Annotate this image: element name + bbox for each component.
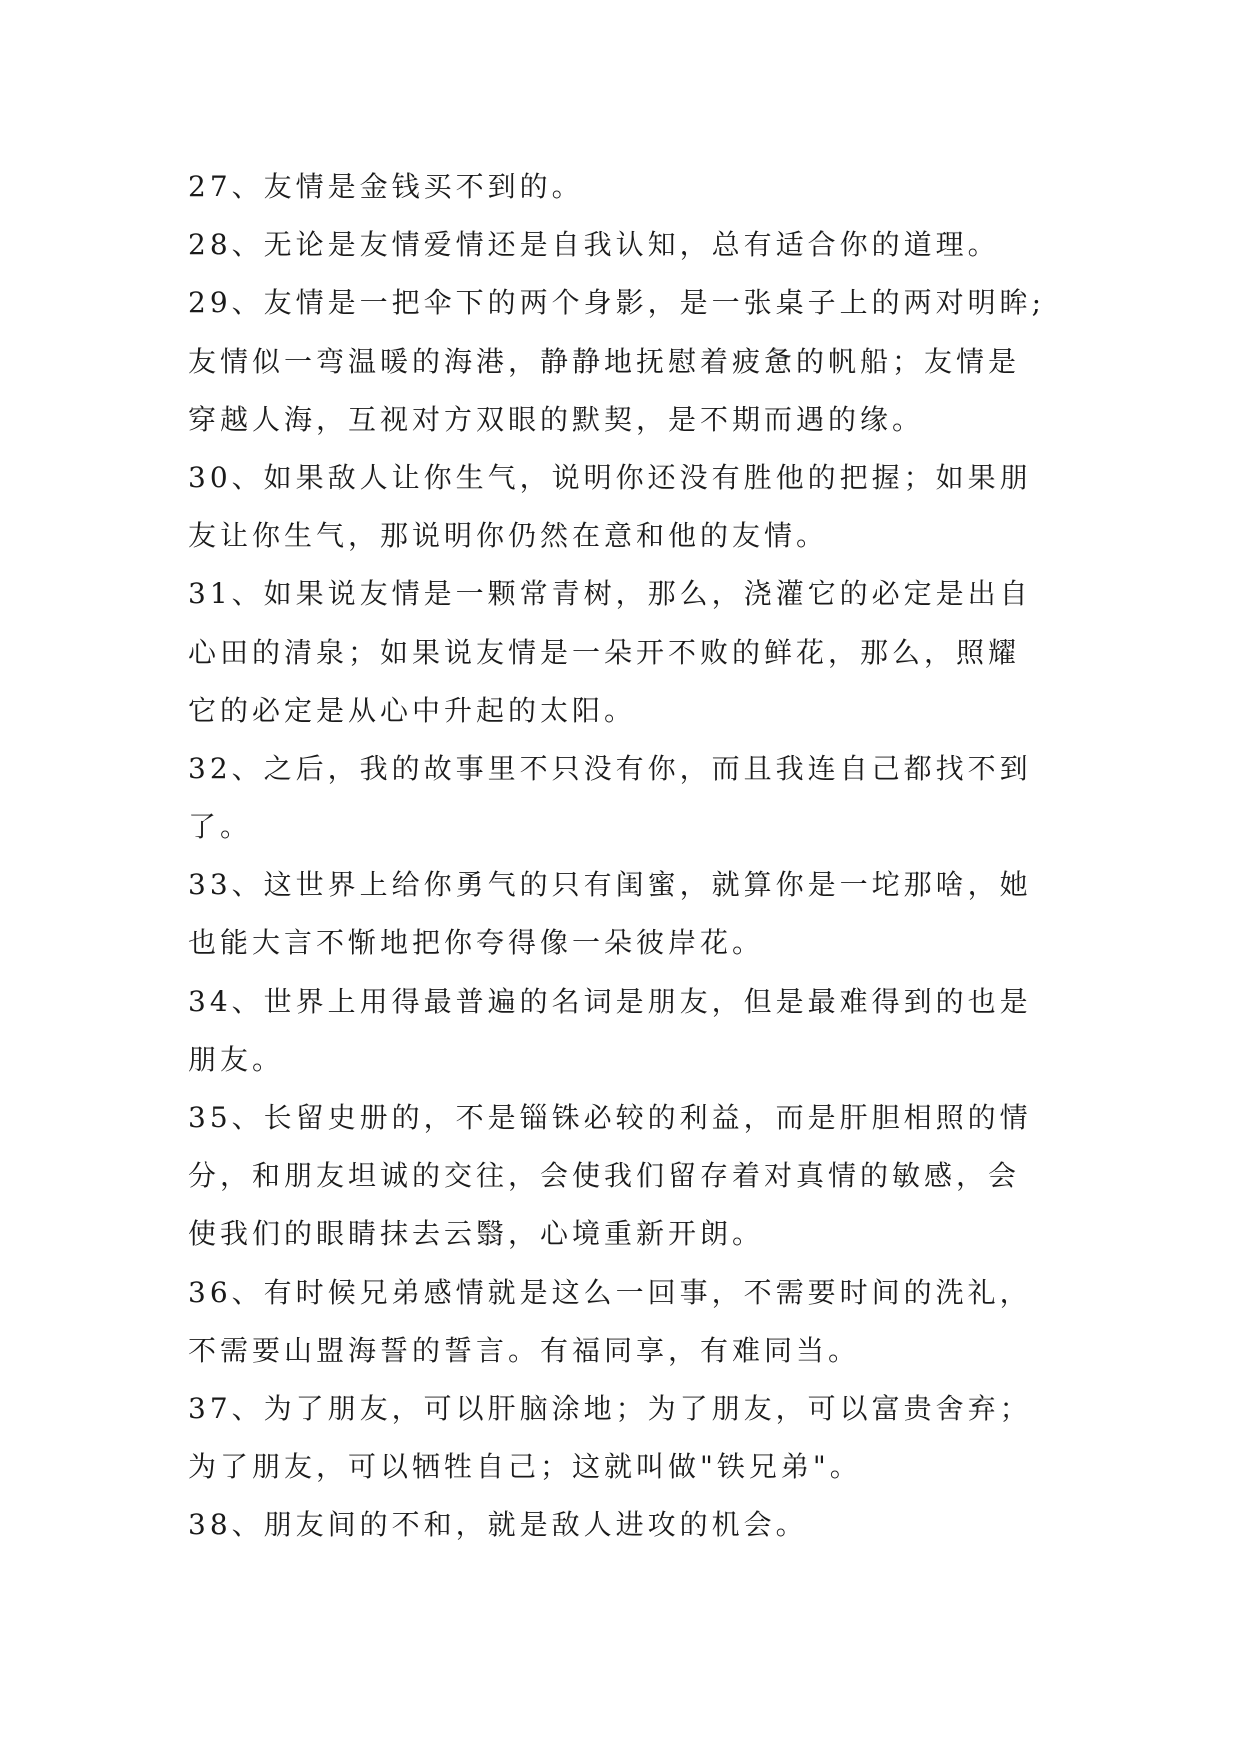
text-line: 28、无论是友情爱情还是自我认知，总有适合你的道理。 — [188, 228, 1000, 262]
text-line: 31、如果说友情是一颗常青树，那么，浇灌它的必定是出自 — [188, 577, 1032, 611]
text-line: 穿越人海，互视对方双眼的默契，是不期而遇的缘。 — [188, 402, 925, 436]
text-line: 32、之后，我的故事里不只没有你，而且我连自己都找不到 — [188, 751, 1032, 785]
document-body — [188, 158, 1054, 1555]
text-line: 心田的清泉；如果说友情是一朵开不败的鲜花，那么，照耀 — [188, 635, 1021, 669]
text-line: 了。 — [188, 810, 253, 844]
text-line: 34、世界上用得最普遍的名词是朋友，但是最难得到的也是 — [188, 984, 1032, 1018]
text-line: 不需要山盟海誓的誓言。有福同享，有难同当。 — [188, 1333, 861, 1367]
text-line: 27、友情是金钱买不到的。 — [188, 170, 584, 203]
text-line: 37、为了朋友，可以肝脑涂地；为了朋友，可以富贵舍弃； — [188, 1391, 1032, 1425]
text-line: 30、如果敌人让你生气，说明你还没有胜他的把握；如果朋 — [188, 460, 1032, 494]
text-line: 33、这世界上给你勇气的只有闺蜜，就算你是一坨那啥，她 — [188, 868, 1032, 902]
text-line: 为了朋友，可以牺牲自己；这就叫做"铁兄弟"。 — [188, 1450, 862, 1484]
text-line: 38、朋友间的不和，就是敌人进攻的机会。 — [188, 1508, 808, 1542]
text-line: 它的必定是从心中升起的太阳。 — [188, 693, 637, 727]
text-line: 分，和朋友坦诚的交往，会使我们留存着对真情的敏感，会 — [188, 1159, 1021, 1193]
text-line: 29、友情是一把伞下的两个身影，是一张桌子上的两对明眸; — [188, 286, 1046, 320]
text-line: 友让你生气，那说明你仍然在意和他的友情。 — [188, 519, 829, 553]
text-line: 35、长留史册的，不是锱铢必较的利益，而是肝胆相照的情 — [188, 1101, 1032, 1134]
text-line: 使我们的眼睛抹去云翳，心境重新开朗。 — [188, 1217, 765, 1251]
text-line: 也能大言不惭地把你夸得像一朵彼岸花。 — [188, 926, 765, 960]
text-line: 朋友。 — [188, 1042, 285, 1076]
text-line: 36、有时候兄弟感情就是这么一回事，不需要时间的洗礼， — [188, 1275, 1032, 1309]
text-line: 友情似一弯温暖的海港，静静地抚慰着疲惫的帆船；友情是 — [188, 344, 1021, 378]
